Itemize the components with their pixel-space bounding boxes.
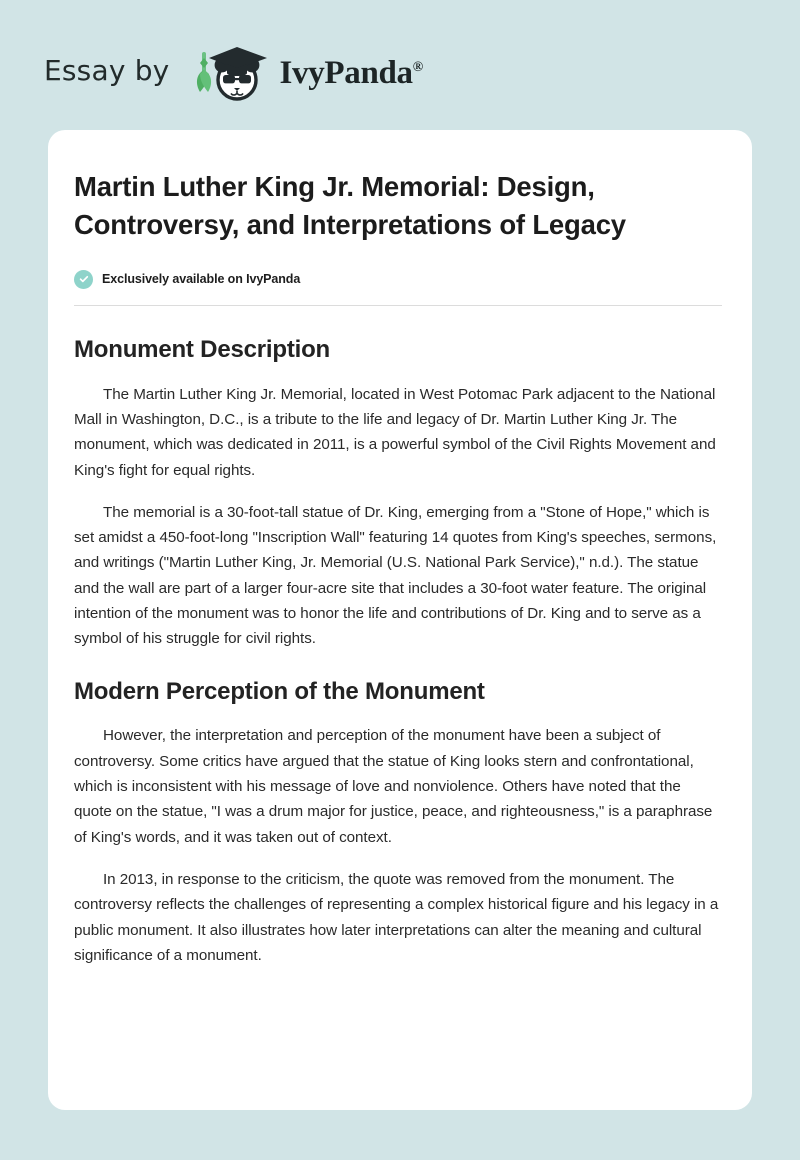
essay-by-label: Essay by	[44, 54, 170, 87]
registered-mark: ®	[412, 59, 423, 75]
check-circle-icon	[74, 270, 93, 289]
site-header	[44, 38, 423, 104]
header-divider	[74, 305, 722, 306]
paragraph: However, the interpretation and perception of the monument have been a subject of controversy. Some critics have argued that the statue of King looks stern and confrontational, which is inconsistent with his message of love and nonviolence. Others have noted that the quote on the statue, "I was a drum major for justice, peace, and righteousness," is a paraphrase of King's words, and it was taken out of context.	[74, 727, 713, 846]
paragraph: The Martin Luther King Jr. Memorial, located in West Potomac Park adjacent to the National Mall in Washington, D.C., is a tribute to the life and legacy of Dr. Martin Luther King Jr. The monument, which was dedicated in 2011, is a powerful symbol of the Civil Rights Movement and King's fight for equal rights.	[74, 385, 716, 479]
section-heading-monument-description: Monument Description	[74, 335, 331, 363]
paragraph: The memorial is a 30-foot-tall statue of Dr. King, emerging from a "Stone of Hope," which is set amidst a 450-foot-long "Inscription Wall" featuring 14 quotes from King's speeches, sermons, and writings ("Martin Luther King, Jr. Memorial (U.S. National Park Service)," n.d.). The statue and the wall are part of a larger four-acre site that includes a 30-foot water feature. The original intention of the monument was to honor the life and contributions of Dr. King and to serve as a symbol of his struggle for civil rights.	[74, 503, 717, 648]
brand-name-text: IvyPanda	[279, 54, 413, 91]
ivypanda-logo[interactable]	[187, 40, 422, 102]
brand-wordmark	[279, 54, 423, 91]
section-heading-modern-perception: Modern Perception of the Monument	[74, 677, 485, 705]
document-card	[48, 130, 752, 1110]
exclusive-badge-label: Exclusively available on IvyPanda	[102, 272, 301, 287]
exclusive-availability-badge	[74, 270, 722, 289]
paragraph: In 2013, in response to the criticism, the quote was removed from the monument. The controversy reflects the challenges of representing a complex historical figure and his legacy in a public monument. It also illustrates how later interpretations can alter the meaning and cultural significance of a monument.	[74, 870, 719, 964]
panda-graduate-logo-icon	[187, 40, 273, 102]
page-title: Martin Luther King Jr. Memorial: Design, Controversy, and Interpretations of Legacy	[74, 171, 626, 240]
